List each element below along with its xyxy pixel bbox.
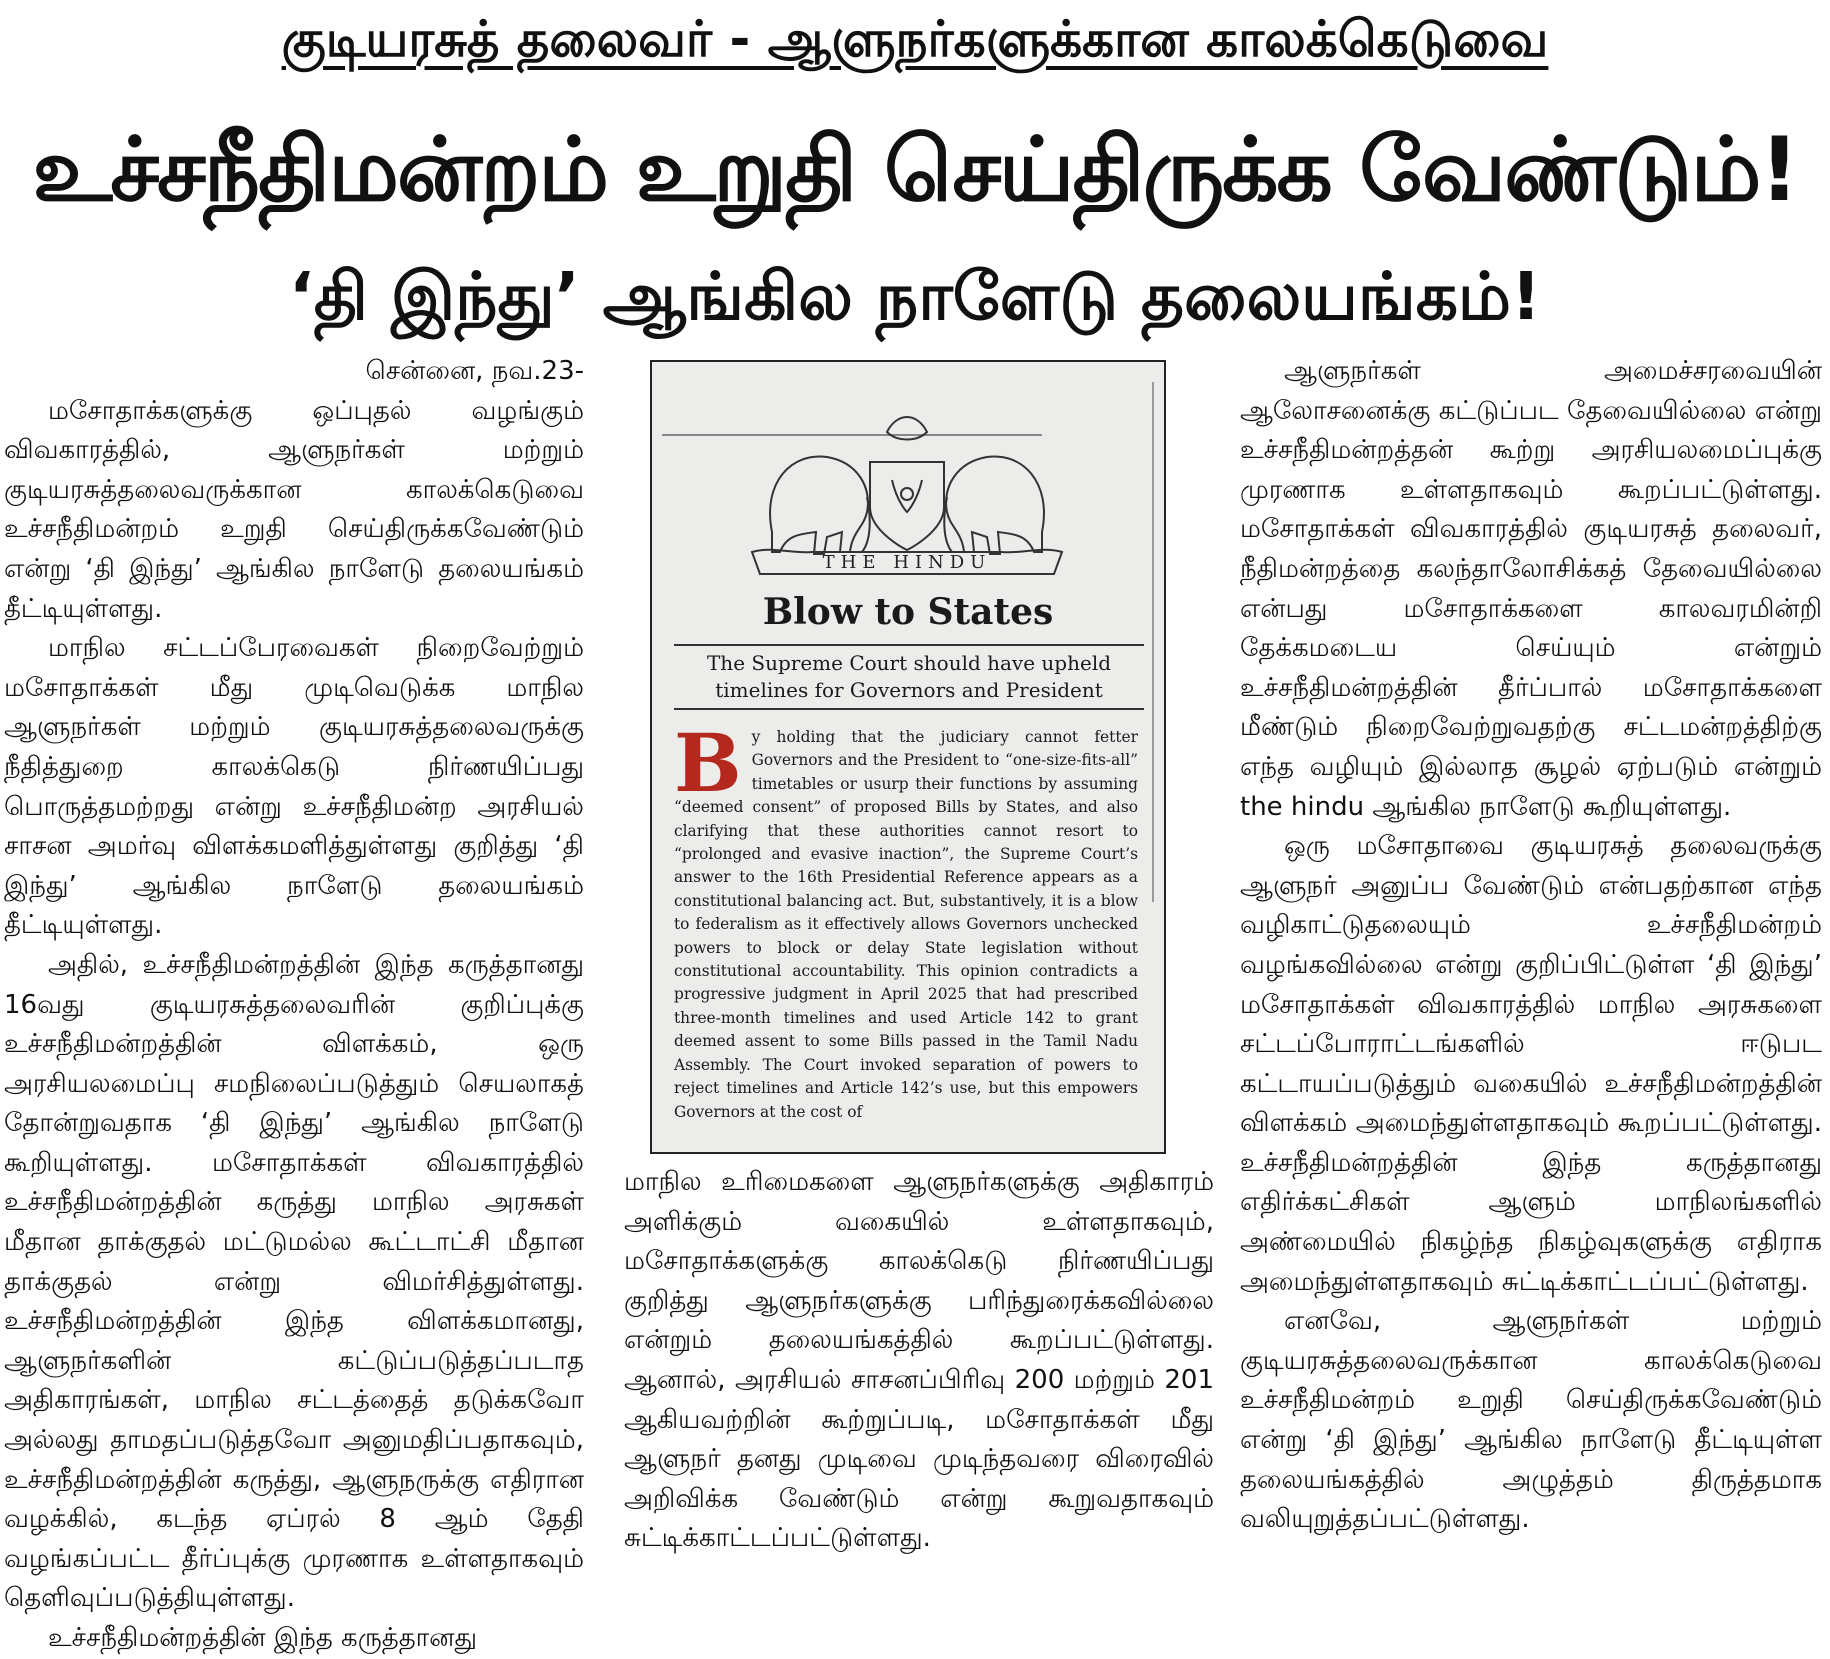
clipping-body (674, 716, 1138, 1124)
dateline: சென்னை, நவ.23- (365, 356, 584, 386)
divider (1152, 382, 1154, 902)
article-column-left (4, 352, 584, 1659)
clipping-heading: Blow to States (762, 591, 1054, 633)
paragraph: மசோதாக்களுக்கு ஒப்புதல் வழங்கும் விவகாரத்தில், ஆளுநர்கள் மற்றும் குடியரசுத்தலைவருக்கான காலக்கெடுவை உச்சநீதிமன்றம் உறுதி செய்திருக்கவேண்டும் என்று ‘தி இந்து’ ஆங்கில நாளேடு தலையங்கம் தீட்டியுள்ளது. (4, 395, 584, 624)
kicker-headline: குடியரசுத் தலைவர் - ஆளுநர்களுக்கான காலக்கெடுவை (281, 10, 1549, 68)
paragraph: உச்சநீதிமன்றத்தின் இந்த கருத்தானது (48, 1623, 477, 1653)
paragraph: மாநில உரிமைகளை ஆளுநர்களுக்கு அதிகாரம் அளிக்கும் வகையில் உள்ளதாகவும், மசோதாக்களுக்கு காலக்கெடு நிர்ணயிப்பது குறித்து ஆளுநர்களுக்கு பரிந்துரைக்கவில்லை என்றும் தலையங்கத்தில் கூறப்பட்டுள்ளது. ஆனால், அரசியல் சாசனப்பிரிவு 200 மற்றும் 201 ஆகியவற்றின் கூற்றுப்படி, மசோதாக்கள் மீது ஆளுநர் தனது முடிவை முடிந்தவரை விரைவில் அறிவிக்க வேண்டும் என்று கூறுவதாகவும் சுட்டிக்காட்டப்பட்டுள்ளது. (624, 1167, 1214, 1554)
sub-headline: ‘தி இந்து’ ஆங்கில நாளேடு தலையங்கம்! (288, 258, 1542, 335)
paragraph: மாநில சட்டப்பேரவைகள் நிறைவேற்றும் மசோதாக்கள் மீது முடிவெடுக்க மாநில ஆளுநர்கள் மற்றும் குடியரசுத்தலைவருக்கு நீதித்துறை காலக்கெடு நிர்ணயிப்பது பொருத்தமற்றது என்று உச்சநீதிமன்ற அரசியல் சாசன அமர்வு விளக்கமளித்துள்ளது குறித்து ‘தி இந்து’ ஆங்கில நாளேடு தலையங்கம் தீட்டியுள்ளது. (4, 633, 584, 941)
the-hindu-clipping (650, 360, 1166, 1154)
clipping-subheading: The Supreme Court should have upheld timelines for Governors and President (674, 644, 1144, 710)
paragraph: எனவே, ஆளுநர்கள் மற்றும் குடியரசுத்தலைவருக்கான காலக்கெடுவை உச்சநீதிமன்றம் உறுதி செய்திருக்கவேண்டும் என்று ‘தி இந்து’ ஆங்கில நாளேடு தீட்டியுள்ள தலையங்கத்தில் அழுத்தம் திருத்தமாக வலியுறுத்தப்பட்டுள்ளது. (1240, 1306, 1822, 1535)
the-hindu-emblem-icon (732, 402, 1082, 580)
article-column-middle (624, 1163, 1214, 1559)
article-column-right (1240, 352, 1822, 1540)
masthead-text: THE HINDU (822, 552, 992, 573)
main-headline: உச்சநீதிமன்றம் உறுதி செய்திருக்க வேண்டும்! (32, 118, 1798, 221)
paragraph: ஒரு மசோதாவை குடியரசுத் தலைவருக்கு ஆளுநர் அனுப்ப வேண்டும் என்பதற்கான எந்த வழிகாட்டுதலையும் உச்சநீதிமன்றம் வழங்கவில்லை என்று குறிப்பிட்டுள்ள ‘தி இந்து’ மசோதாக்கள் விவகாரத்தில் மாநில அரசுகளை சட்டப்போராட்டங்களில் ஈடுபட கட்டாயப்படுத்தும் வகையில் உச்சநீதிமன்றத்தின் விளக்கம் அமைந்துள்ளதாகவும் கூறப்பட்டுள்ளது. உச்சநீதிமன்றத்தின் இந்த கருத்தானது எதிர்க்கட்சிகள் ஆளும் மாநிலங்களில் அண்மையில் நிகழ்ந்த நிகழ்வுகளுக்கு எதிராக அமைந்துள்ளதாகவும் சுட்டிக்காட்டப்பட்டுள்ளது. (1240, 831, 1822, 1297)
paragraph: அதில், உச்சநீதிமன்றத்தின் இந்த கருத்தானது 16வது குடியரசுத்தலைவரின் குறிப்புக்கு உச்சநீதிமன்றத்தின் விளக்கம், ஒரு அரசியலமைப்பு சமநிலைப்படுத்தும் செயலாகத் தோன்றுவதாக ‘தி இந்து’ ஆங்கில நாளேடு கூறியுள்ளது. மசோதாக்கள் விவகாரத்தில் உச்சநீதிமன்றத்தின் கருத்து மாநில அரசுகள் மீதான தாக்குதல் மட்டுமல்ல கூட்டாட்சி மீதான தாக்குதல் என்று விமர்சித்துள்ளது. உச்சநீதிமன்றத்தின் இந்த விளக்கமானது, ஆளுநர்களின் கட்டுப்படுத்தப்படாத அதிகாரங்கள், மாநில சட்டத்தைத் தடுக்கவோ அல்லது தாமதப்படுத்தவோ அனுமதிப்பதாகவும், உச்சநீதிமன்றத்தின் கருத்து, ஆளுநருக்கு எதிரான வழக்கில், கடந்த ஏப்ரல் 8 ஆம் தேதி வழங்கப்பட்ட தீர்ப்புக்கு முரணாக உள்ளதாகவும் தெளிவுப்படுத்தியுள்ளது. (4, 949, 584, 1614)
paragraph: ஆளுநர்கள் அமைச்சரவையின் ஆலோசனைக்கு கட்டுப்பட தேவையில்லை என்று உச்சநீதிமன்றத்தன் கூற்று அரசியலமைப்புக்கு முரணாக உள்ளதாகவும் கூறப்பட்டுள்ளது. மசோதாக்கள் விவகாரத்தில் குடியரசுத் தலைவர், நீதிமன்றத்தை கலந்தாலோசிக்கத் தேவையில்லை என்பது மசோதாக்களை காலவரமின்றி தேக்கமடைய செய்யும் என்றும் உச்சநீதிமன்றத்தின் தீர்ப்பால் மசோதாக்களை மீண்டும் நிறைவேற்றுவதற்கு சட்டமன்றத்திற்கு எந்த வழியும் இல்லாத சூழல் ஏற்படும் என்றும் the hindu ஆங்கில நாளேடு கூறியுள்ளது. (1240, 356, 1822, 822)
clipping-body-text: y holding that the judiciary cannot fetter Governors and the President to “one-size-fits-all” timetables or usurp their functions by assuming “deemed consent” of proposed Bills by States, and also clarifying that these authorities cannot resort to “prolonged and evasive inaction”, the Supreme Court’s answer to the 16th Presidential Reference appears as a constitutional balancing act. But, substantively, it is a blow to federalism as it effectively allows Governors unchecked powers to block or delay State legislation without constitutional accountability. This opinion contradicts a progressive judgment in April 2025 that had prescribed three-month timelines and used Article 142 to grant deemed assent to some Bills passed in the Tamil Nadu Assembly. The Court invoked separation of powers to reject timelines and Article 142’s use, but this empowers Governors at the cost of (674, 728, 1138, 1121)
drop-cap: B (674, 716, 742, 810)
